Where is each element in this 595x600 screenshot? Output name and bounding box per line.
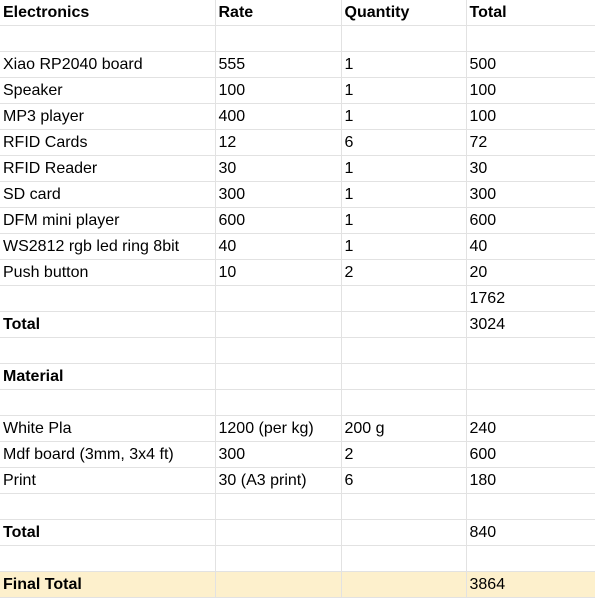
table-row	[0, 182, 595, 208]
cell-item[interactable]: SD card	[0, 182, 215, 208]
cell-rate[interactable]: 300	[215, 442, 341, 468]
table-row	[0, 52, 595, 78]
table-row	[0, 312, 595, 338]
cell-quantity[interactable]: 1	[341, 182, 466, 208]
cell-item[interactable]	[0, 286, 215, 312]
cell-total[interactable]: 30	[466, 156, 595, 182]
cell-quantity[interactable]: 2	[341, 442, 466, 468]
cell-total[interactable]: 3024	[466, 312, 595, 338]
cell-total[interactable]: 100	[466, 104, 595, 130]
table-row	[0, 546, 595, 572]
cell-quantity[interactable]: 6	[341, 130, 466, 156]
cell-total[interactable]: 600	[466, 442, 595, 468]
table-row	[0, 156, 595, 182]
cell-item[interactable]: DFM mini player	[0, 208, 215, 234]
cell-quantity[interactable]: 2	[341, 260, 466, 286]
table-row	[0, 208, 595, 234]
cell-rate[interactable]	[215, 286, 341, 312]
cell-total[interactable]	[466, 494, 595, 520]
cell-rate[interactable]: 600	[215, 208, 341, 234]
cell-total[interactable]	[466, 390, 595, 416]
cell-total[interactable]: 180	[466, 468, 595, 494]
cell-item[interactable]: WS2812 rgb led ring 8bit	[0, 234, 215, 260]
cell-item[interactable]: Total	[0, 520, 215, 546]
cell-item[interactable]: Speaker	[0, 78, 215, 104]
cell-item[interactable]	[0, 390, 215, 416]
cell-rate[interactable]: 12	[215, 130, 341, 156]
cell-quantity[interactable]: 1	[341, 52, 466, 78]
cell-quantity[interactable]	[341, 546, 466, 572]
cell-quantity[interactable]	[341, 572, 466, 598]
cell-quantity[interactable]: 1	[341, 208, 466, 234]
table-row	[0, 416, 595, 442]
cell-rate[interactable]	[215, 520, 341, 546]
cell-total[interactable]	[466, 364, 595, 390]
cell-rate[interactable]: 555	[215, 52, 341, 78]
cell-total[interactable]	[466, 546, 595, 572]
cell-quantity[interactable]: 1	[341, 104, 466, 130]
cell-quantity[interactable]: 1	[341, 234, 466, 260]
table-row	[0, 468, 595, 494]
cell-total[interactable]: 300	[466, 182, 595, 208]
cell-quantity[interactable]	[341, 520, 466, 546]
table-row	[0, 390, 595, 416]
cell-rate[interactable]: 10	[215, 260, 341, 286]
cell-rate[interactable]: 100	[215, 78, 341, 104]
table-row	[0, 338, 595, 364]
table-row	[0, 26, 595, 52]
table-row	[0, 442, 595, 468]
cell-quantity[interactable]	[341, 494, 466, 520]
cell-item[interactable]	[0, 494, 215, 520]
cell-total[interactable]: 40	[466, 234, 595, 260]
cell-quantity[interactable]: Quantity	[341, 0, 466, 26]
cell-total[interactable]: 72	[466, 130, 595, 156]
cell-total[interactable]: 20	[466, 260, 595, 286]
table-row	[0, 572, 595, 598]
cell-total[interactable]: 600	[466, 208, 595, 234]
cell-rate[interactable]: Rate	[215, 0, 341, 26]
cell-item[interactable]: MP3 player	[0, 104, 215, 130]
cell-rate[interactable]: 300	[215, 182, 341, 208]
table-row	[0, 104, 595, 130]
cell-quantity[interactable]	[341, 338, 466, 364]
cell-item[interactable]	[0, 26, 215, 52]
table-row	[0, 494, 595, 520]
cell-rate[interactable]	[215, 338, 341, 364]
cell-total[interactable]: Total	[466, 0, 595, 26]
cell-rate[interactable]: 40	[215, 234, 341, 260]
cell-quantity[interactable]: 200 g	[341, 416, 466, 442]
cell-rate[interactable]	[215, 494, 341, 520]
cell-rate[interactable]	[215, 312, 341, 338]
cell-item[interactable]: Electronics	[0, 0, 215, 26]
cell-quantity[interactable]	[341, 26, 466, 52]
cell-rate[interactable]	[215, 390, 341, 416]
cell-total[interactable]: 1762	[466, 286, 595, 312]
cell-item[interactable]: RFID Reader	[0, 156, 215, 182]
cell-item[interactable]: Push button	[0, 260, 215, 286]
cell-item[interactable]: Total	[0, 312, 215, 338]
cell-total[interactable]: 100	[466, 78, 595, 104]
cell-item[interactable]: Material	[0, 364, 215, 390]
cell-total[interactable]: 240	[466, 416, 595, 442]
cell-item[interactable]: Print	[0, 468, 215, 494]
table-row	[0, 520, 595, 546]
cell-item[interactable]: Xiao RP2040 board	[0, 52, 215, 78]
cell-total[interactable]: 500	[466, 52, 595, 78]
cell-item[interactable]: Final Total	[0, 572, 215, 598]
cell-rate[interactable]: 30	[215, 156, 341, 182]
cell-quantity[interactable]: 6	[341, 468, 466, 494]
cell-rate[interactable]	[215, 364, 341, 390]
cell-item[interactable]	[0, 338, 215, 364]
cell-quantity[interactable]	[341, 364, 466, 390]
cell-total[interactable]: 840	[466, 520, 595, 546]
cell-rate[interactable]: 1200 (per kg)	[215, 416, 341, 442]
table-row	[0, 260, 595, 286]
cell-item[interactable]: White Pla	[0, 416, 215, 442]
cell-total[interactable]: 3864	[466, 572, 595, 598]
cell-rate[interactable]: 30 (A3 print)	[215, 468, 341, 494]
cell-rate[interactable]: 400	[215, 104, 341, 130]
cell-rate[interactable]	[215, 546, 341, 572]
cell-total[interactable]	[466, 338, 595, 364]
cell-item[interactable]: Mdf board (3mm, 3x4 ft)	[0, 442, 215, 468]
table-row	[0, 364, 595, 390]
cell-total[interactable]	[466, 26, 595, 52]
table-row	[0, 234, 595, 260]
cell-rate[interactable]	[215, 572, 341, 598]
table-row	[0, 78, 595, 104]
table-row	[0, 0, 595, 26]
cell-rate[interactable]	[215, 26, 341, 52]
cell-quantity[interactable]	[341, 312, 466, 338]
cell-item[interactable]: RFID Cards	[0, 130, 215, 156]
cell-quantity[interactable]: 1	[341, 156, 466, 182]
cell-item[interactable]	[0, 546, 215, 572]
table-row	[0, 130, 595, 156]
table-row	[0, 286, 595, 312]
cell-quantity[interactable]	[341, 286, 466, 312]
cell-quantity[interactable]: 1	[341, 78, 466, 104]
cell-quantity[interactable]	[341, 390, 466, 416]
